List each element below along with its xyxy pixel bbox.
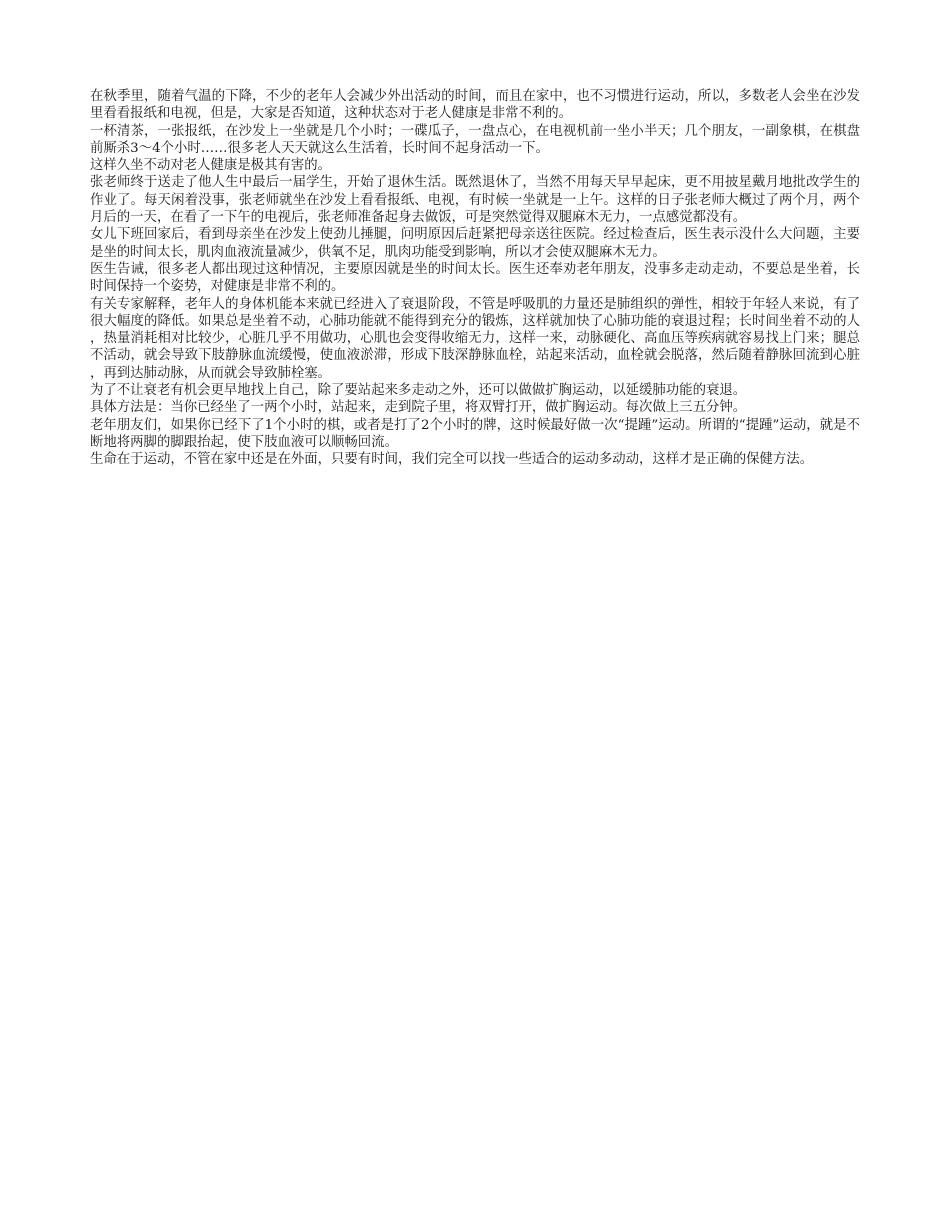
paragraph-doctor-advice: 医生告诫，很多老人都出现过这种情况，主要原因就是坐的时间太长。医生还奉劝老年朋友，没事多走动走动，不要总是坐着，长时间保持一个姿势，对健康是非常不利的。 xyxy=(90,261,860,295)
paragraph-hospital-visit: 女儿下班回家后，看到母亲坐在沙发上使劲儿捶腿，问明原因后赶紧把母亲送往医院。经过检查后，医生表示没什么大问题，主要是坐的时间太长，肌肉血液流量减少，供氧不足，肌肉功能受到影响，所以才会使双腿麻木无力。 xyxy=(90,227,860,260)
paragraph-conclusion: 生命在于运动，不管在家中还是在外面，只要有时间，我们完全可以找一些适合的运动多动动，这样才是正确的保健方法。 xyxy=(90,452,814,468)
paragraph-expert-explanation: 有关专家解释，老年人的身体机能本来就已经进入了衰退阶段，不管是呼吸肌的力量还是肺组织的弹性，相较于年轻人来说，有了很大幅度的降低。如果总是坐着不动，心肺功能就不能得到充分的锻炼，这样就加快了心肺功能的衰退过程；长时间坐着不动的人，热量消耗相对比较少，心脏几乎不用做功，心肌也会变得收缩无力，这样一来，动脉硬化、高血压等疾病就容易找上门来；腿总不活动，就会导致下肢静脉血流缓慢，使血液淤滞，形成下肢深静脉血栓，站起来活动，血栓就会脱落，然后随着静脉回流到心脏，再到达肺动脉，从而就会导致肺栓塞。 xyxy=(90,296,860,381)
paragraph-chest-exercise: 为了不让衰老有机会更早地找上自己，除了要站起来多走动之外，还可以做做扩胸运动，以延缓肺功能的衰退。 xyxy=(90,383,747,399)
paragraph-intro: 在秋季里，随着气温的下降，不少的老年人会减少外出活动的时间，而且在家中，也不习惯进行运动，所以，多数老人会坐在沙发里看看报纸和电视，但是，大家是否知道，这种状态对于老人健康是非常不利的。 xyxy=(90,89,860,122)
paragraph-harm-statement: 这样久坐不动对老人健康是极其有害的。 xyxy=(90,158,332,174)
paragraph-teacher-story: 张老师终于送走了他人生中最后一届学生，开始了退休生活。既然退休了，当然不用每天早早起床，更不用披星戴月地批改学生的作业了。每天闲着没事，张老师就坐在沙发上看看报纸、电视，有时候一坐就是一上午。这样的日子张老师大概过了两个月，两个月后的一天，在看了一下午的电视后，张老师准备起身去做饭，可是突然觉得双腿麻木无力，一点感觉都没有。 xyxy=(90,175,860,226)
paragraph-heel-raise: 老年朋友们，如果你已经下了1个小时的棋，或者是打了2个小时的牌，这时候最好做一次“提踵”运动。所谓的“提踵”运动，就是不断地将两脚的脚跟抬起，使下肢血液可以顺畅回流。 xyxy=(90,417,860,450)
paragraph-daily-habits: 一杯清茶，一张报纸，在沙发上一坐就是几个小时；一碟瓜子，一盘点心，在电视机前一坐小半天；几个朋友，一副象棋，在棋盘前厮杀3～4个小时……很多老人天天就这么生活着，长时间不起身活动一下。 xyxy=(90,123,860,156)
paragraph-method: 具体方法是：当你已经坐了一两个小时，站起来，走到院子里，将双臂打开，做扩胸运动。每次做上三五分钟。 xyxy=(90,400,747,416)
article-body xyxy=(90,88,860,469)
